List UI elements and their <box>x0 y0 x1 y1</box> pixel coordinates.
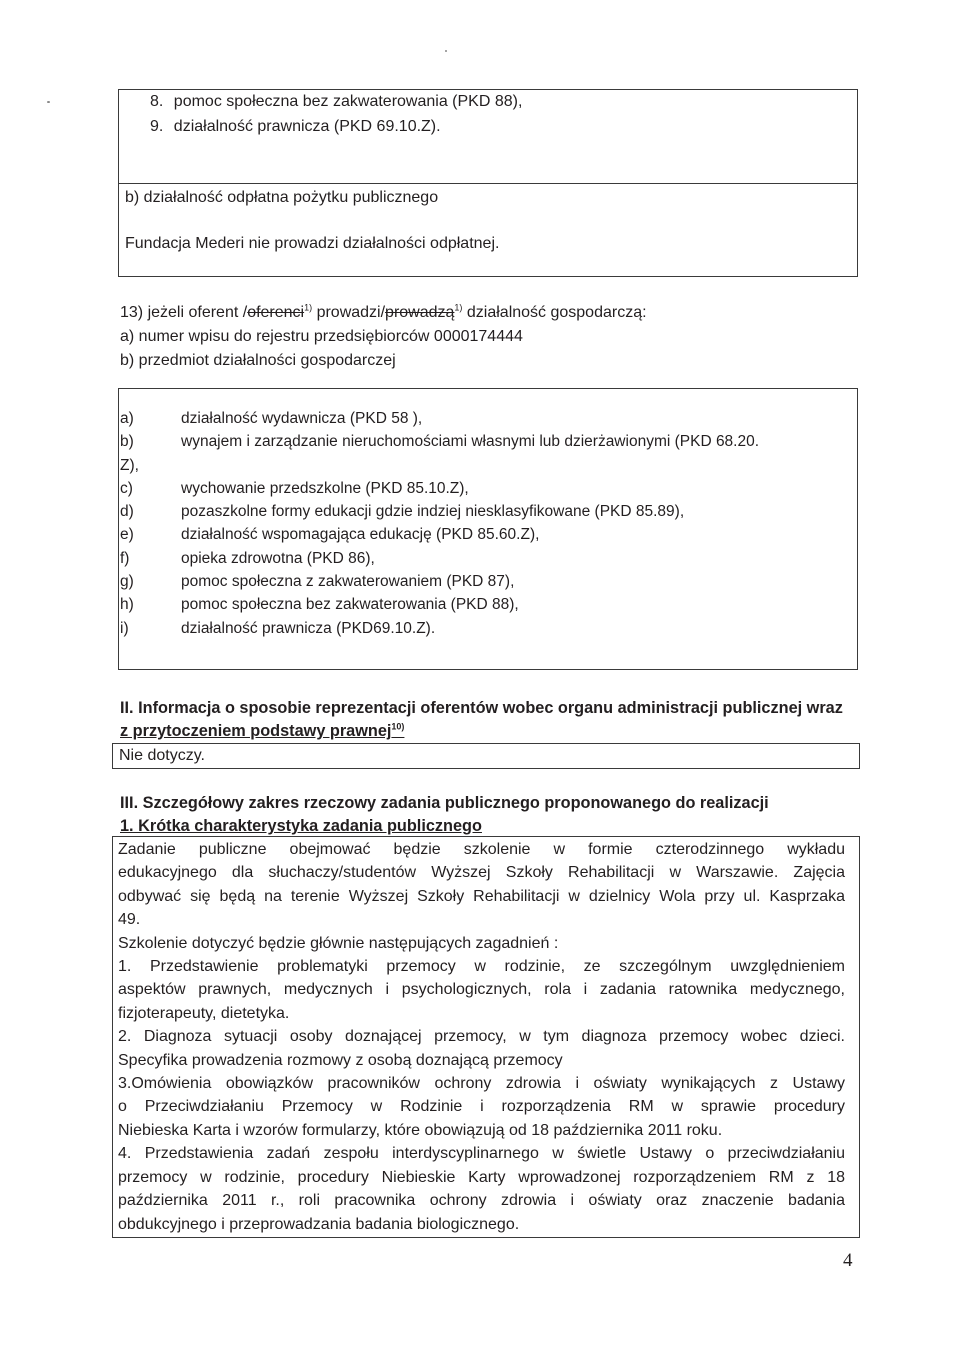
list-item: h) pomoc społeczna bez zakwaterowania (PKD 88), <box>120 596 519 614</box>
list-item: Z), <box>120 456 139 474</box>
list-item: f) opieka zdrowotna (PKD 86), <box>120 549 375 567</box>
section2-title-line1: II. Informacja o sposobie reprezentacji oferentów wobec organu administracji publicznej wraz <box>120 699 843 717</box>
desc-line: odbywać się będą na terenie Wyższej Szkoły Rehabilitacji w dzielnicy Wola przy ul. Kasprzaka <box>118 887 845 905</box>
section2-title-line2: z przytoczeniem podstawy prawnej$^{10)}$ <box>120 721 405 740</box>
desc-line: Specyfika prowadzenia rozmowy z osobą doznającą przemocy <box>118 1051 563 1069</box>
page-number: 4 <box>843 1250 853 1271</box>
box1-item-8: 8. pomoc społeczna bez zakwaterowania (PKD 88), <box>150 93 523 110</box>
scan-speck <box>445 50 447 52</box>
section3-subtitle: 1. Krótka charakterystyka zadania publicznego <box>120 817 482 835</box>
desc-line: o Przeciwdziałaniu Przemocy w Rodzinie i rozporządzenia RM w sprawie procedury <box>118 1098 845 1116</box>
section13-a: a) numer wpisu do rejestru przedsiębiorców 0000174444 <box>120 328 523 345</box>
desc-line: edukacyjnego dla słuchaczy/studentów Wyższej Szkoły Rehabilitacji w Warszawie. Zajęcia <box>118 864 845 882</box>
desc-line: Szkolenie dotyczyć będzie głównie następujących zagadnień : <box>118 934 559 952</box>
list-item: c) wychowanie przedszkolne (PKD 85.10.Z), <box>120 479 469 497</box>
task-description <box>118 838 845 1236</box>
list-item: e) działalność wspomagająca edukację (PKD 85.60.Z), <box>120 526 540 544</box>
box1-divider <box>119 183 857 184</box>
box1-b-heading: b) działalność odpłatna pożytku publicznego <box>125 189 439 206</box>
desc-line: 1. Przedstawienie problematyki przemocy w rodzinie, ze szczególnym uwzględnieniem <box>118 958 845 976</box>
desc-line: października 2011 r., roli pracownika ochrony zdrowia i oświaty oraz znaczenie badania <box>118 1192 845 1210</box>
list-item: g) pomoc społeczna z zakwaterowaniem (PKD 87), <box>120 573 515 591</box>
list-item: a) działalność wydawnicza (PKD 58 ), <box>120 410 423 427</box>
list-item: d) pozaszkolne formy edukacji gdzie indziej niesklasyfikowane (PKD 85.89), <box>120 503 685 521</box>
list-item: i) działalność prawnicza (PKD69.10.Z). <box>120 619 436 637</box>
box1-item-9: 9. działalność prawnicza (PKD 69.10.Z). <box>150 118 441 135</box>
box1-b-text: Fundacja Mederi nie prowadzi działalności odpłatnej. <box>125 235 500 252</box>
desc-line: aspektów prawnych, medycznych i psychologicznych, rola i zadania ratownika medycznego, <box>118 981 845 999</box>
section2-answer: Nie dotyczy. <box>119 747 205 764</box>
section2-answer-box <box>112 743 860 769</box>
desc-line: Niebieska Karta i wzorów formularzy, które obowiązują od 18 października 2011 roku. <box>118 1121 723 1139</box>
desc-line: 49. <box>118 911 141 929</box>
scan-speck <box>47 101 50 103</box>
section13-b: b) przedmiot działalności gospodarczej <box>120 352 396 369</box>
section3-title: III. Szczegółowy zakres rzeczowy zadania publicznego proponowanego do realizacji <box>120 794 769 812</box>
desc-line: 4. Przedstawienia zadań zespołu interdyscyplinarnego w świetle Ustawy o przeciwdziałaniu <box>118 1145 845 1163</box>
desc-line: 2. Diagnoza sytuacji osoby doznającej przemocy, w tym diagnoza przemocy wobec dzieci. <box>118 1028 845 1046</box>
business-activity-list <box>120 407 850 640</box>
section13-question: 13) jeżeli oferent /oferenci$^{1)}$ prowadzi/prowadzą$^{1)}$ działalność gospodarczą: <box>120 302 647 321</box>
desc-line: przemocy w rodzinie, procedury Niebieskie Karty wprowadzonej rozporządzeniem RM z 18 <box>118 1168 845 1186</box>
desc-line: 3.Omówienia obowiązków pracowników ochrony zdrowia i oświaty wynikających z Ustawy <box>118 1075 845 1093</box>
desc-line: obdukcyjnego i przeprowadzania badania biologicznego. <box>118 1215 520 1233</box>
desc-line: Zadanie publiczne obejmować będzie szkolenie w formie czterodzinnego wykładu <box>118 841 845 858</box>
list-item: b) wynajem i zarządzanie nieruchomościami własnymi lub dzierżawionymi (PKD 68.20. <box>120 433 760 451</box>
desc-line: fizjoterapeuty, dietetyka. <box>118 1004 290 1022</box>
